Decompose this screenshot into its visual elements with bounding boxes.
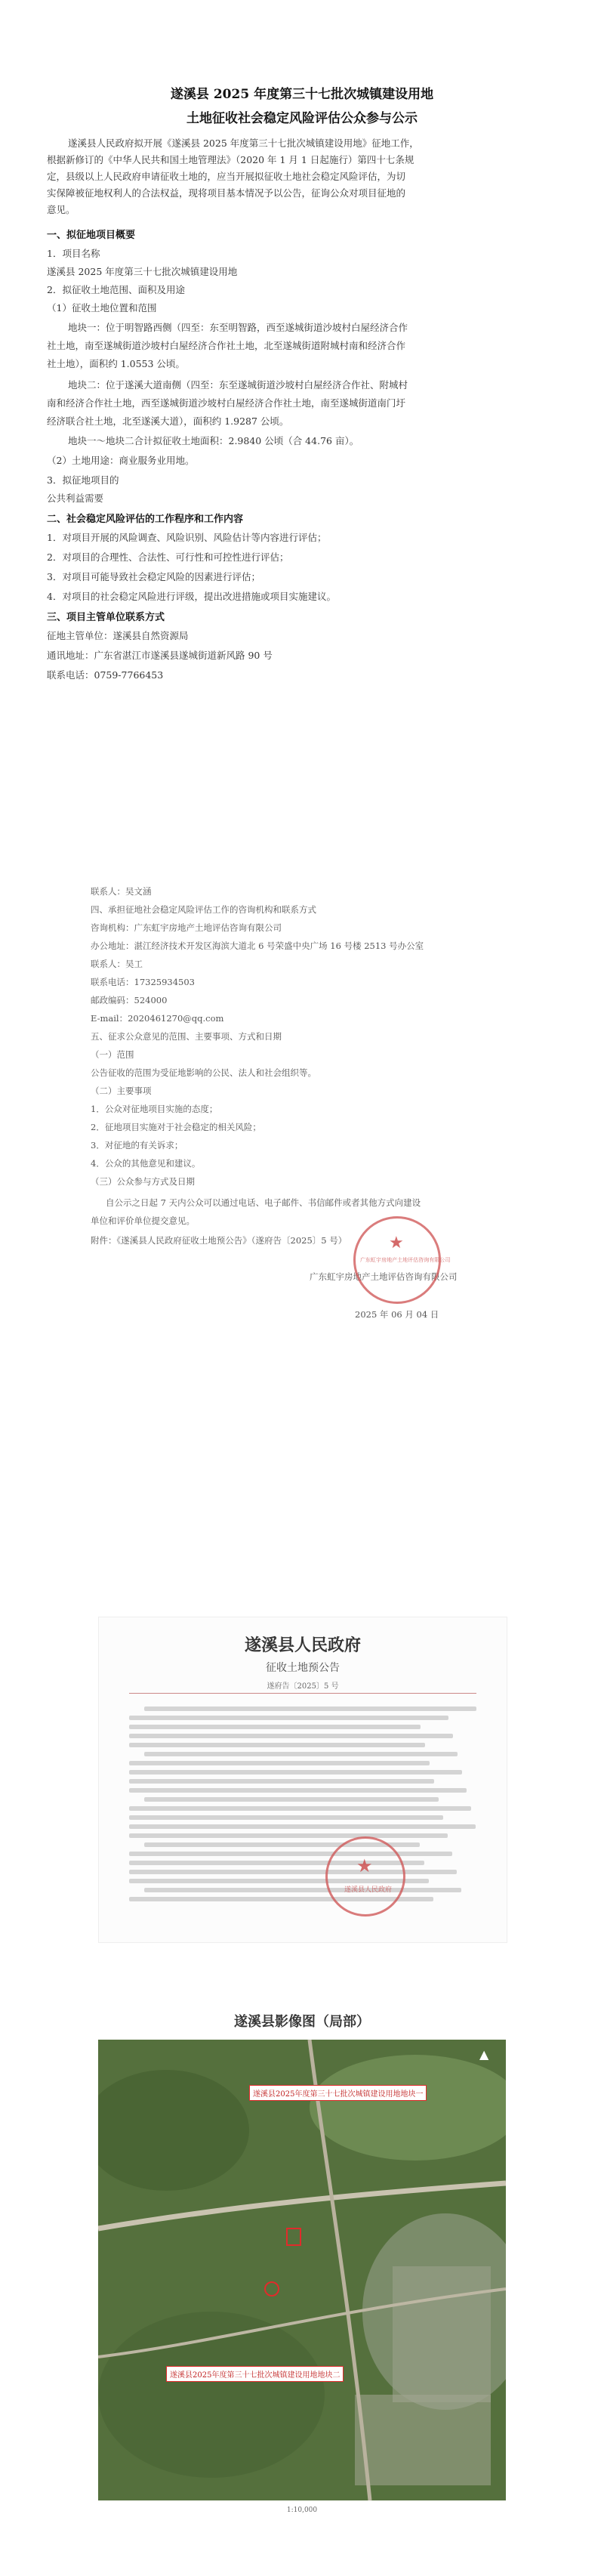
intro-line: 根据新修订的《中华人民共和国土地管理法》（2020 年 1 月 1 日起施行）第四十七条规 (47, 154, 414, 165)
doc-body-line (144, 1707, 476, 1711)
doc-body-line (129, 1806, 471, 1811)
agency-name: 咨询机构：广东虹宇房地产土地评估咨询有限公司 (91, 922, 282, 933)
land-location-label: （1）征收土地位置和范围 (47, 302, 157, 314)
signature-date: 2025 年 06 月 04 日 (355, 1309, 439, 1320)
doc-body-line (144, 1752, 458, 1756)
public-interest-label: 3．拟征地项目的 (47, 474, 119, 486)
doc-body-line (129, 1734, 453, 1738)
agency-address: 办公地址：湛江经济技术开发区海滨大道北 6 号荣盛中央广场 16 号楼 2513 号办公室 (91, 941, 424, 951)
project-name-value: 遂溪县 2025 年度第三十七批次城镇建设用地 (47, 266, 238, 277)
doc-body-line (129, 1788, 467, 1793)
total-area: 地块一～地块二合计拟征收土地面积：2.9840 公顷（合 44.76 亩）。 (68, 435, 359, 446)
section2-item: 1．对项目开展的风险调查、风险识别、风险估计等内容进行评估； (47, 532, 327, 543)
doc-title: 征收土地预公告 (266, 1662, 340, 1674)
doc-body-line (129, 1779, 434, 1784)
attachment: 附件：《遂溪县人民政府征收土地预公告》（遂府告〔2025〕5 号） (91, 1235, 347, 1246)
doc-body-line (144, 1888, 461, 1892)
section2-item: 4．对项目的社会稳定风险进行评级，提出改进措施或项目实施建议。 (47, 591, 336, 602)
map-scale: 1:10,000 (286, 2507, 318, 2514)
doc-body-lines (99, 1617, 507, 1942)
doc-body-line (129, 1852, 452, 1856)
notice-title-line1: 遂溪县 2025 年度第三十七批次城镇建设用地 (170, 87, 434, 102)
matters-item: 1．公众对征地项目实施的态度； (91, 1104, 218, 1114)
company-seal-text: 广东虹宇房地产土地评估咨询有限公司 (360, 1257, 451, 1264)
email: E-mail：2020461270@qq.com (91, 1013, 224, 1024)
section3-heading: 三、项目主管单位联系方式 (47, 612, 165, 623)
map-imagery (98, 2040, 506, 2500)
plot1-line: 社土地，南至遂城街道沙坡村白屋经济合作社土地，北至遂城街道附城村南和经济合作 (47, 340, 406, 351)
gov-seal-icon (325, 1836, 405, 1917)
agency-contact: 联系人：吴工 (91, 959, 143, 969)
gov-seal-text: 遂溪县人民政府 (344, 1886, 393, 1894)
intro-line: 遂溪县人民政府拟开展《遂溪县 2025 年度第三十七批次城镇建设用地》征地工作， (68, 137, 419, 149)
doc-body-line (129, 1770, 462, 1774)
section4-heading: 四、承担征地社会稳定风险评估工作的咨询机构和联系方式 (91, 904, 316, 915)
scope-text: 公告征收的范围为受征地影响的公民、法人和社会组织等。 (91, 1067, 316, 1078)
scanned-page-2 (0, 869, 604, 1262)
land-scope-label: 2．拟征收土地范围、面积及用途 (47, 284, 185, 295)
matters-item: 2．征地项目实施对于社会稳定的相关风险； (91, 1122, 261, 1132)
plot1-line: 地块一：位于明智路西侧（四至：东至明智路，西至遂城街道沙坡村白屋经济合作 (68, 322, 408, 333)
scanned-page-3 (98, 1617, 507, 1943)
participation-label: （三）公众参与方式及日期 (91, 1176, 195, 1187)
participation-text: 单位和评价单位提交意见。 (91, 1215, 195, 1226)
section5-heading: 五、征求公众意见的范围、主要事项、方式和日期 (91, 1031, 282, 1042)
matters-item: 3．对征地的有关诉求； (91, 1140, 183, 1151)
notice-title-line2: 土地征收社会稳定风险评估公众参与公示 (186, 111, 418, 126)
north-arrow-icon: ▲ (479, 2047, 489, 2062)
section2-item: 3．对项目可能导致社会稳定风险的因素进行评估； (47, 571, 260, 582)
section2-item: 2．对项目的合理性、合法性、可行性和可控性进行评估； (47, 551, 289, 563)
company-seal-icon (353, 1216, 451, 1304)
intro-line: 实保障被征地权利人的合法权益，现将项目基本情况予以公告，征询公众对项目征地的 (47, 187, 406, 199)
intro-line: 定，县级以上人民政府申请征收土地的，应当开展拟征收土地社会稳定风险评估，为切 (47, 171, 406, 182)
section2-heading: 二、社会稳定风险评估的工作程序和工作内容 (47, 514, 244, 525)
plot1-line: 社土地），面积约 1.0553 公顷。 (47, 358, 185, 369)
contact-phone: 联系电话：0759-7766453 (47, 669, 164, 681)
doc-body-line (129, 1833, 448, 1838)
satellite-map (98, 2040, 506, 2500)
land-use: （2）土地用途：商业服务业用地。 (47, 455, 195, 466)
doc-body-line (129, 1725, 421, 1729)
section1-heading: 一、拟征地项目概要 (47, 230, 136, 241)
seal-star-icon: ★ (356, 1855, 373, 1876)
doc-body-line (129, 1815, 443, 1820)
contact-unit: 征地主管单位：遂溪县自然资源局 (47, 630, 189, 641)
doc-body-line (129, 1716, 448, 1720)
doc-body-line (129, 1870, 457, 1874)
postcode: 邮政编码：524000 (91, 995, 168, 1005)
seal-star-icon: ★ (389, 1234, 404, 1252)
doc-body-line (129, 1743, 425, 1747)
plot2-line: 南和经济合作社土地，西至遂城街道沙坡村白屋经济合作社土地，南至遂城街道南门圩 (47, 397, 406, 409)
doc-body-line (129, 1824, 476, 1829)
public-interest-value: 公共利益需要 (47, 493, 104, 504)
scope-label: （一）范围 (91, 1049, 134, 1060)
plot2-label: 遂溪县2025年度第三十七批次城镇建设用地地块二 (166, 2366, 344, 2382)
matters-label: （二）主要事项 (91, 1086, 152, 1096)
gov-title: 遂溪县人民政府 (244, 1635, 361, 1655)
project-name-label: 1．项目名称 (47, 248, 100, 259)
contact-person: 联系人：吴文涵 (91, 886, 152, 897)
doc-body-line (144, 1797, 439, 1802)
contact-address: 通讯地址：广东省湛江市遂溪县遂城街道新风路 90 号 (47, 650, 273, 661)
agency-phone: 联系电话：17325934503 (91, 977, 195, 987)
matters-item: 4．公众的其他意见和建议。 (91, 1158, 201, 1169)
intro-line: 意见。 (47, 204, 76, 215)
doc-body-line (129, 1761, 430, 1765)
map-title: 遂溪县影像图（局部） (234, 2014, 370, 2030)
doc-number: 遂府告〔2025〕5 号 (267, 1682, 339, 1691)
plot1-label: 遂溪县2025年度第三十七批次城镇建设用地地块一 (249, 2085, 427, 2101)
plot2-line: 经济联合社土地，北至遂溪大道），面积约 1.9287 公顷。 (47, 415, 289, 427)
signature-company: 广东虹宇房地产土地评估咨询有限公司 (310, 1271, 458, 1282)
participation-text: 自公示之日起 7 天内公众可以通过电话、电子邮件、书信邮件或者其他方式向建设 (106, 1197, 421, 1208)
plot2-line: 地块二：位于遂溪大道南侧（四至：东至遂城街道沙坡村白屋经济合作社、附城村 (68, 379, 408, 391)
